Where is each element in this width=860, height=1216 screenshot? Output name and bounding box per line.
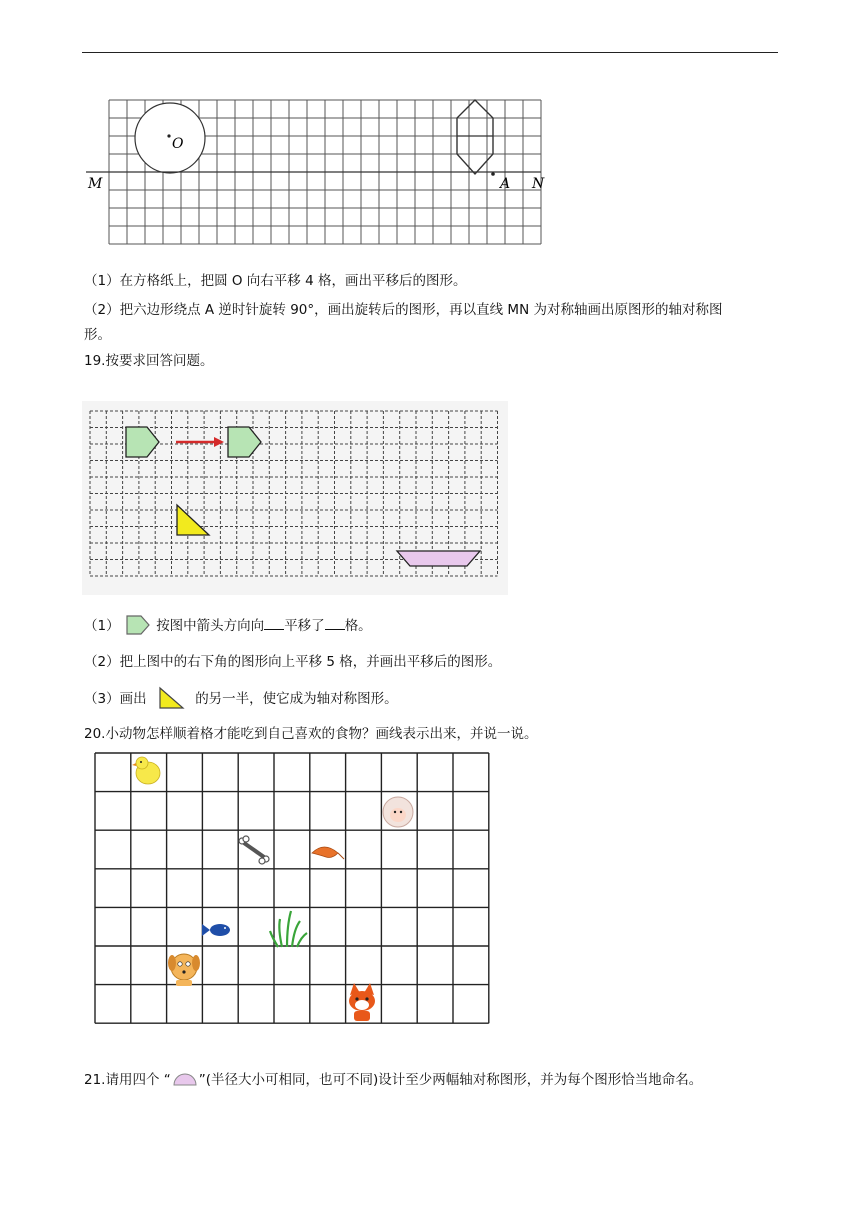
q19-title: 19.按要求回答问题。 [84,353,214,369]
circle-o [135,103,205,173]
figure-q18-grid [86,96,546,248]
hexagon [457,100,493,174]
q19-part3: （3）画出 的另一半，使它成为轴对称图形。 [84,685,398,711]
q20-title: 20.小动物怎样顺着格才能吃到自己喜欢的食物？画线表示出来，并说一说。 [84,726,538,742]
fox-icon [349,983,375,1021]
yellow-triangle-icon [155,685,187,711]
figure-q19-grid [82,401,508,595]
answer-blank-direction[interactable] [264,617,284,630]
q21-text: 21.请用四个 “ ”(半径大小可相同，也可不同)设计至少两幅轴对称图形，并为每个图形恰当地命名。 [84,1072,703,1088]
point-a [491,172,495,176]
q19-part2: （2）把上图中的右下角的图形向上平移 5 格，并画出平移后的图形。 [84,654,502,670]
grass-icon [270,911,307,947]
chick-icon [132,757,160,784]
header-rule [82,52,778,53]
q18-part2-line2: 形。 [84,327,111,343]
label-o: O [172,136,184,152]
fish-icon [202,924,230,936]
shrimp-icon [312,847,344,859]
pentagon-flag-icon [124,614,152,636]
pink-trapezoid [397,551,480,566]
label-n: N [532,176,545,192]
semicircle-icon [171,1071,199,1087]
bone-icon [239,836,269,864]
circle-center-point [167,134,170,137]
figure-q20-grid [92,751,494,1031]
label-a: A [500,176,511,192]
q19-part1: （1） 按图中箭头方向向 平移了 格。 [84,614,372,636]
label-m: M [88,176,103,192]
q18-part2-line1: （2）把六边形绕点 A 逆时针旋转 90°，画出旋转后的图形，再以直线 MN 为对称轴画出原图形的轴对称图 [84,302,723,318]
sheep-icon [383,797,413,827]
answer-blank-count[interactable] [325,617,345,630]
dog-icon [168,954,200,986]
q18-part1: （1）在方格纸上，把圆 O 向右平移 4 格，画出平移后的图形。 [84,273,467,289]
